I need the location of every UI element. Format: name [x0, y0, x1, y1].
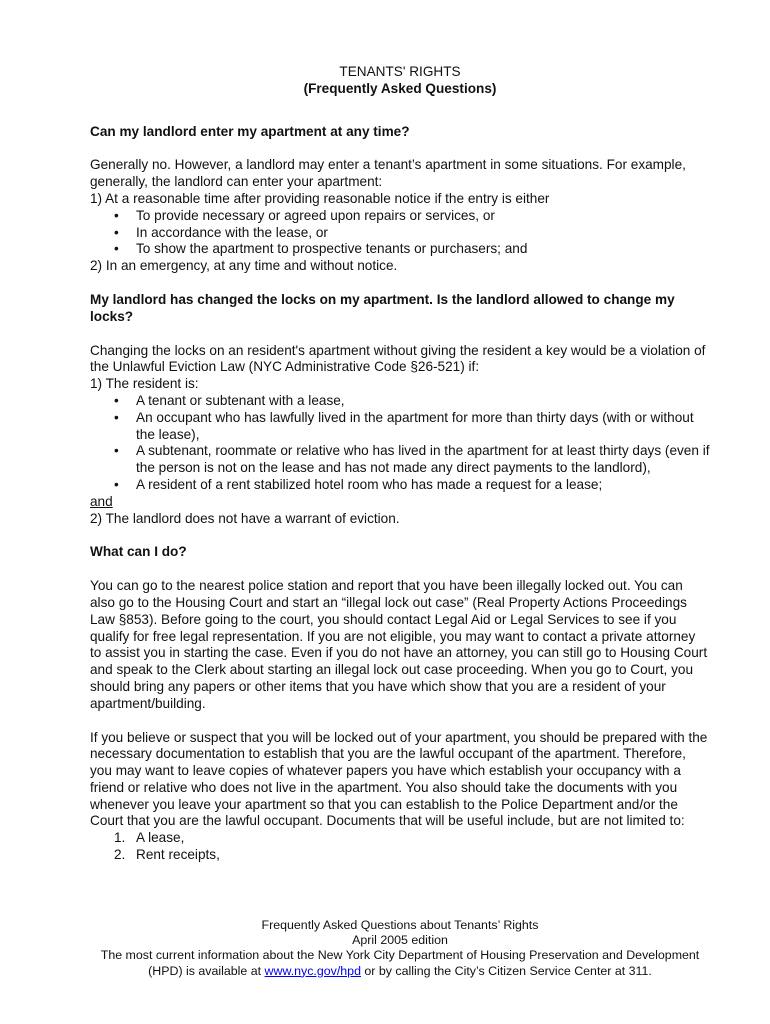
- list-item: • To provide necessary or agreed upon repairs or services, or: [114, 208, 710, 225]
- hpd-link[interactable]: www.nyc.gov/hpd: [264, 963, 361, 978]
- subtitle-line: (Frequently Asked Questions): [303, 80, 497, 96]
- footer-text: (HPD) is available at: [148, 963, 265, 978]
- footer-line: April 2005 edition: [352, 933, 448, 948]
- documents-list: [90, 830, 710, 864]
- and-connector: and: [90, 493, 113, 509]
- section3-heading: What can I do?: [90, 544, 187, 560]
- list-text: Rent receipts,: [136, 847, 220, 863]
- document-page: [90, 64, 710, 864]
- document-title: [90, 64, 710, 98]
- list-item: • A tenant or subtenant with a lease,: [114, 393, 710, 410]
- footer-text: or by calling the City’s Citizen Service Center at 311.: [360, 963, 652, 978]
- list-text: A lease,: [136, 830, 185, 846]
- section1-intro: Generally no. However, a landlord may enter a tenant’s apartment in some situations. For example, generally, the landlord can enter your apartment:: [90, 157, 686, 190]
- section1-point1: 1) At a reasonable time after providing reasonable notice if the entry is either: [90, 190, 550, 206]
- page-footer: [60, 918, 740, 979]
- list-item: • A subtenant, roommate or relative who has lived in the apartment for at least thirty days (even if the person is not on the lease and has not made any direct payments to the landlord),: [114, 443, 710, 477]
- section2-intro: Changing the locks on an resident's apartment without giving the resident a key would be a violation of the Unlawful Eviction Law (NYC Administrative Code §26-521) if:: [90, 342, 706, 375]
- section2-point2: 2) The landlord does not have a warrant of eviction.: [90, 510, 400, 526]
- footer-line: Frequently Asked Questions about Tenants’ Rights: [261, 918, 539, 932]
- list-item: [114, 847, 710, 864]
- section3-paragraph2: If you believe or suspect that you will be locked out of your apartment, you should be prepared with the necessary documentation to establish that you are the lawful occupant of the apartment. Therefore, you may want to leave copies of whatever papers you have which establish your occupancy with a friend or relative who does not live in the apartment. You also should take the documents with you whenever you leave your apartment so that you can establish to the Police Department and/or the Court that you are the lawful occupant. Documents that will be useful include, but are not limited to:: [90, 729, 708, 829]
- footer-line: The most current information about the New York City Department of Housing Preservation and Development: [100, 948, 700, 963]
- list-item: • To show the apartment to prospective tenants or purchasers; and: [114, 241, 710, 258]
- section2-bullets: [90, 393, 710, 494]
- list-item: • A resident of a rent stabilized hotel room who has made a request for a lease;: [114, 477, 710, 494]
- list-item: [114, 830, 710, 847]
- section3-paragraph1: You can go to the nearest police station and report that you have been illegally locked out. You can also go to the Housing Court and start an “illegal lock out case” (Real Property Actions Proceedings Law §853). Before going to the court, you should contact Legal Aid or Legal Services to see if you qualify for free legal representation. If you are not eligible, you may want to contact a private attorney to assist you in starting the case. Even if you do not have an attorney, you can still go to Housing Court and speak to the Clerk about starting an illegal lock out case proceeding. When you go to Court, you should bring any papers or other items that you have which show that you are a resident of your apartment/building.: [90, 578, 708, 711]
- list-number: 2.: [114, 847, 126, 863]
- section2-heading: My landlord has changed the locks on my apartment. Is the landlord allowed to change my locks?: [90, 291, 675, 324]
- list-number: 1.: [114, 830, 126, 846]
- section1-point2: 2) In an emergency, at any time and without notice.: [90, 258, 398, 274]
- footer-line: [60, 964, 740, 979]
- section1-bullets: [90, 208, 710, 258]
- list-item: • An occupant who has lawfully lived in the apartment for more than thirty days (with or without the lease),: [114, 410, 710, 444]
- list-item: • In accordance with the lease, or: [114, 225, 710, 242]
- section2-point1: 1) The resident is:: [90, 376, 199, 392]
- section1-heading: Can my landlord enter my apartment at any time?: [90, 123, 410, 139]
- title-line: TENANTS' RIGHTS: [339, 64, 461, 79]
